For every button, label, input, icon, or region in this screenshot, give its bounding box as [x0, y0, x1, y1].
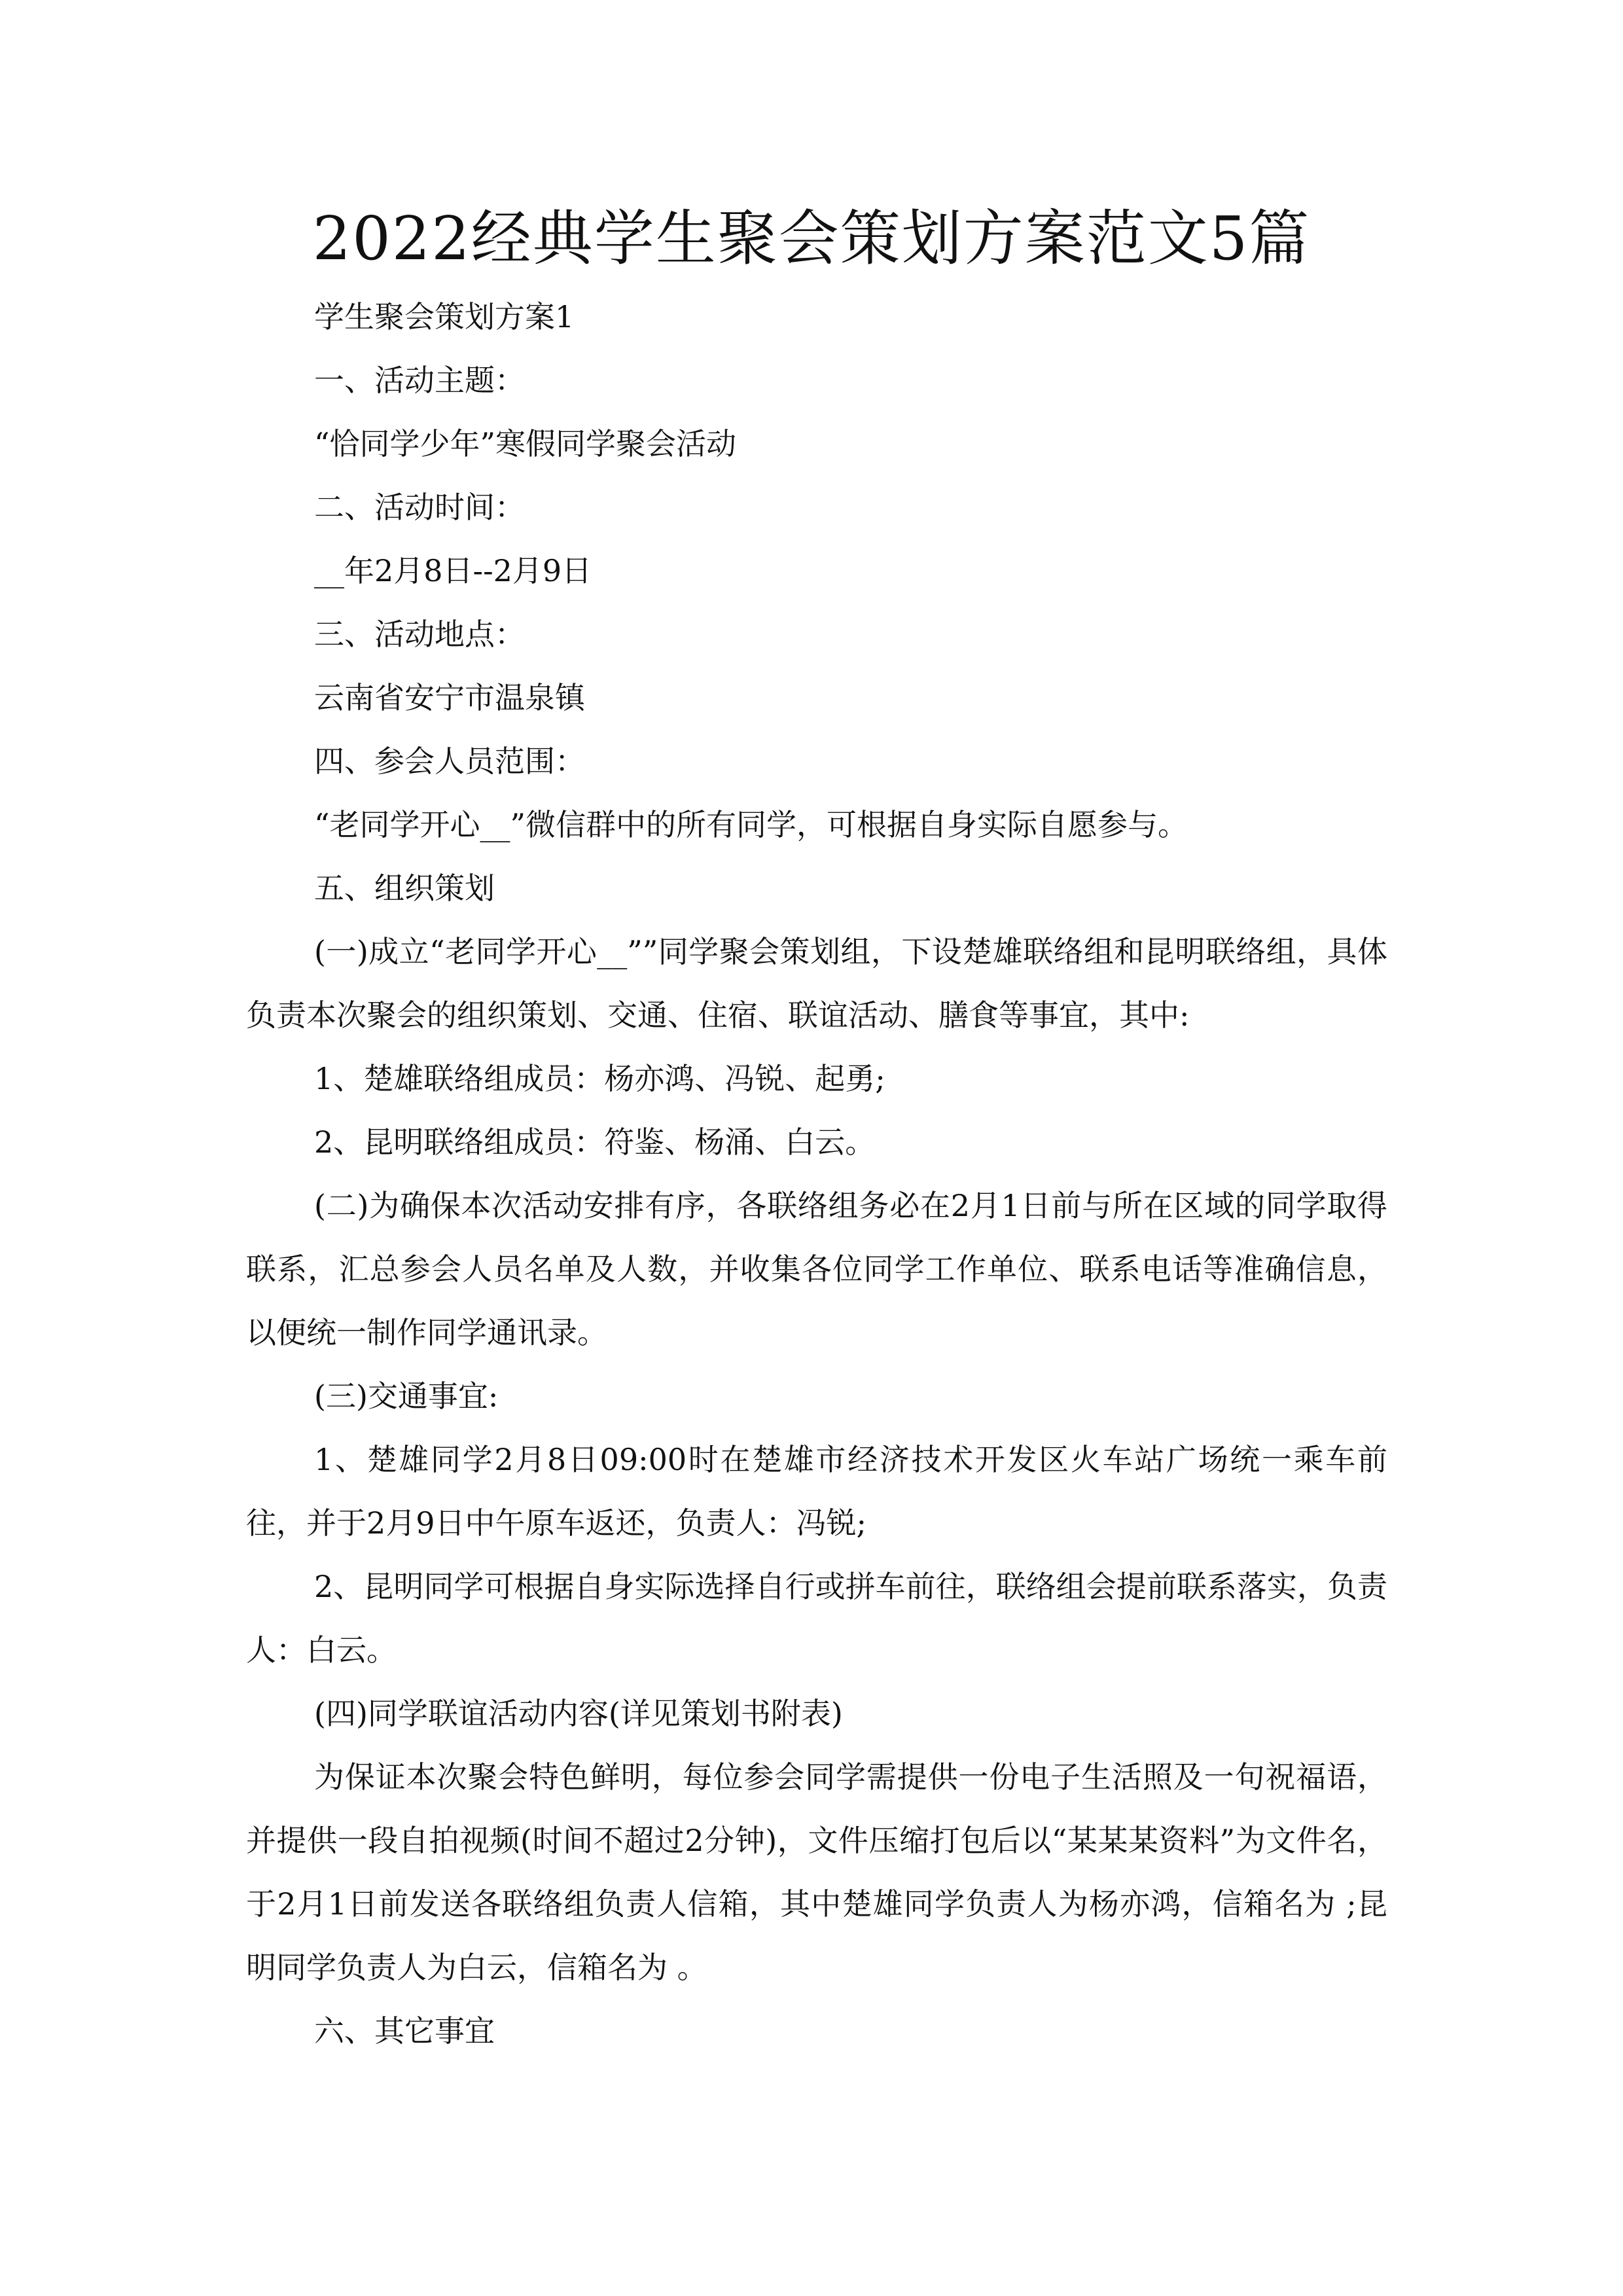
paragraph: 一、活动主题：	[314, 363, 525, 398]
paragraph: 云南省安宁市温泉镇	[314, 680, 585, 715]
paragraph: 1、楚雄联络组成员：杨亦鸿、冯锐、起勇;	[314, 1061, 885, 1096]
paragraph: 四、参会人员范围：	[314, 744, 585, 779]
paragraph: 1、楚雄同学2月8日09:00时在楚雄市经济技术开发区火车站广场统一乘车前往，并于2月9日中午原车返还，负责人：冯锐;	[246, 1442, 1387, 1541]
paragraph: 五、组织策划	[314, 870, 495, 906]
paragraph: (二)为确保本次活动安排有序，各联络组务必在2月1日前与所在区域的同学取得联系，汇总参会人员名单及人数，并收集各位同学工作单位、联系电话等准确信息，以便统一制作同学通讯录。	[246, 1188, 1387, 1350]
paragraph: “老同学开心__”微信群中的所有同学，可根据自身实际自愿参与。	[314, 807, 1188, 842]
document-title: 2022经典学生聚会策划方案范文5篇	[312, 204, 1311, 274]
paragraph: 为保证本次聚会特色鲜明，每位参会同学需提供一份电子生活照及一句祝福语，并提供一段自拍视频(时间不超过2分钟)，文件压缩打包后以“某某某资料”为文件名，于2月1日前发送各联络组负责人信箱，其中楚雄同学负责人为杨亦鸿，信箱名为 ;昆明同学负责人为白云，信箱名为 。	[246, 1759, 1387, 1985]
paragraph: “恰同学少年”寒假同学聚会活动	[314, 426, 737, 461]
paragraph: 2、昆明同学可根据自身实际选择自行或拼车前往，联络组会提前联系落实，负责人：白云。	[246, 1569, 1387, 1668]
paragraph: (四)同学联谊活动内容(详见策划书附表)	[314, 1696, 843, 1731]
section-heading: 学生聚会策划方案1	[314, 299, 575, 334]
paragraph: (三)交通事宜:	[314, 1378, 499, 1414]
paragraph: 二、活动时间：	[314, 490, 525, 525]
paragraph: 三、活动地点：	[314, 617, 525, 652]
paragraph: (一)成立“老同学开心__””同学聚会策划组，下设楚雄联络组和昆明联络组，具体负责本次聚会的组织策划、交通、住宿、联谊活动、膳食等事宜，其中:	[246, 934, 1387, 1033]
paragraph: 六、其它事宜	[314, 2013, 495, 2049]
paragraph: __年2月8日--2月9日	[314, 553, 592, 588]
paragraph: 2、昆明联络组成员：符鉴、杨涌、白云。	[314, 1124, 876, 1160]
